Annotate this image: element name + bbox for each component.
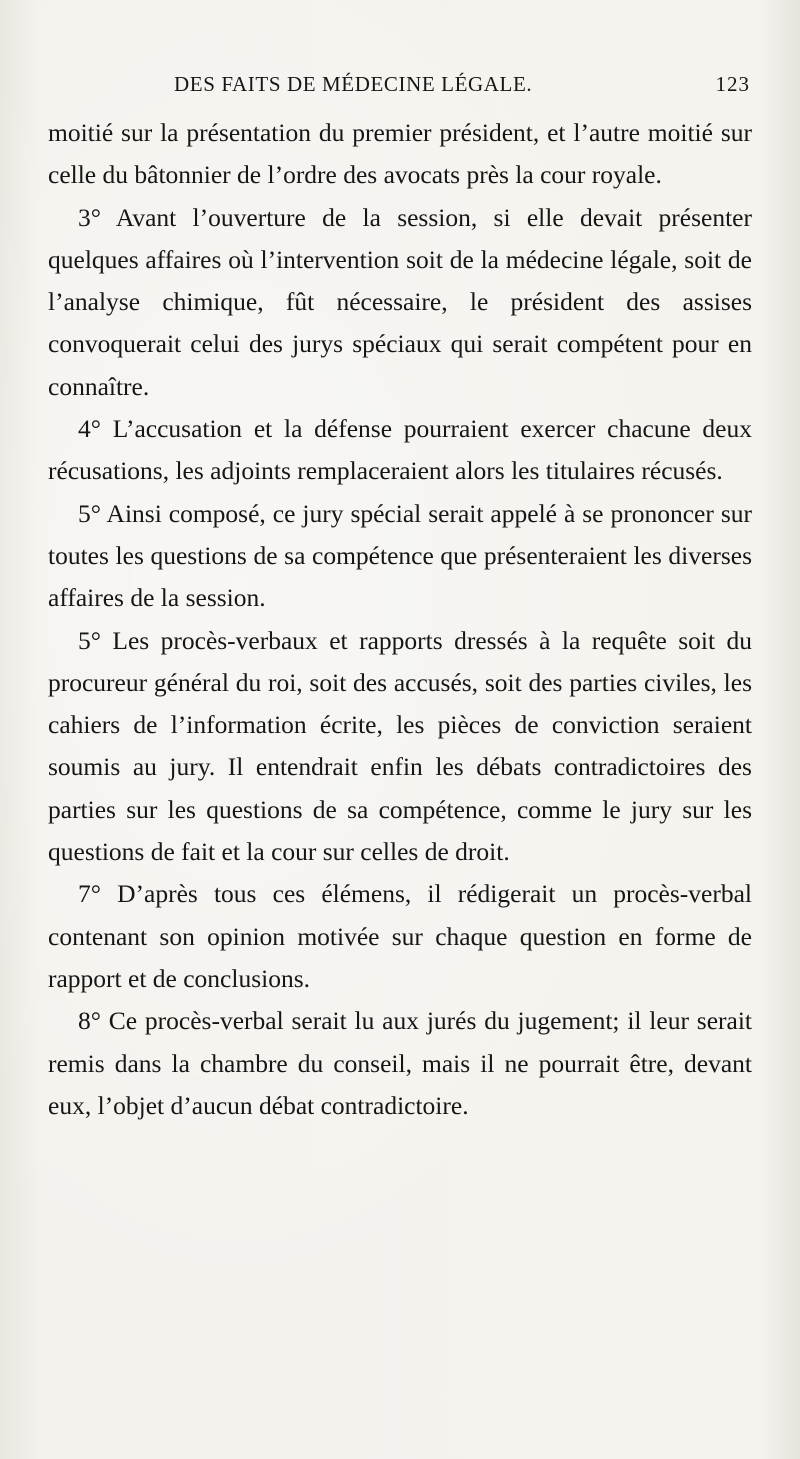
paragraph-item-8: 8° Ce procès-verbal serait lu aux jurés du jugement; il leur serait remis dans la chambre du conseil, mais il ne pourrait être, devant eux, l’objet d’aucun débat contradictoire. (48, 1006, 752, 1120)
paragraph-item-5-proces-verbaux: 5° Les procès-verbaux et rapports dressés à la requête soit du procureur général du roi, soit des accusés, soit des parties civiles, les cahiers de l’information écrite, les pièces de conviction seraient soumis au jury. Il entendrait enfin les débats contradictoires des parties sur les questions de sa compétence, comme le jury sur les questions de fait et la cour sur celles de droit. (48, 625, 752, 867)
paragraph-continuation: moitié sur la présentation du premier président, et l’autre moitié sur celle du bâtonnier de l’ordre des avocats près la cour royale. (48, 118, 752, 190)
paragraph-item-5-composition: 5° Ainsi composé, ce jury spécial serait appelé à se prononcer sur toutes les questions de sa compétence que présenteraient les diverses affaires de la session. (48, 498, 752, 613)
running-title: DES FAITS DE MÉDECINE LÉGALE. (174, 72, 533, 96)
running-head (48, 72, 752, 102)
paragraph-item-7: 7° D’après tous ces élémens, il rédigerait un procès-verbal contenant son opinion motivée sur chaque question en forme de rapport et de conclusions. (48, 879, 752, 993)
page-number: 123 (715, 72, 750, 96)
body-text (48, 112, 752, 1127)
paragraph-item-4: 4° L’accusation et la défense pourraient exercer chacune deux récusations, les adjoints remplaceraient alors les titulaires récusés. (48, 414, 752, 486)
paragraph-item-3: 3° Avant l’ouverture de la session, si elle devait présenter quelques affaires où l’intervention soit de la médecine légale, soit de l’analyse chimique, fût nécessaire, le président des assises convoquerait celui des jurys spéciaux qui serait compétent pour en connaître. (48, 202, 752, 401)
